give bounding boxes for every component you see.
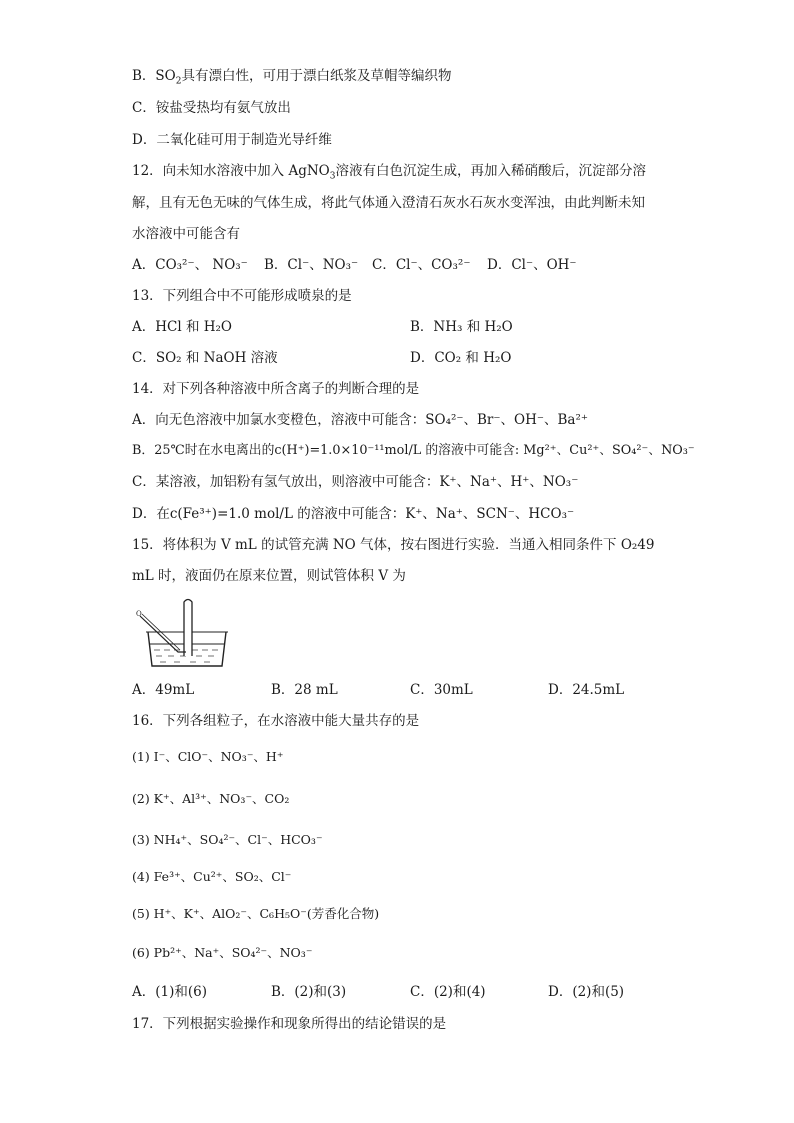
- q12-option-d: D．Cl⁻、OH⁻: [487, 257, 577, 273]
- q15-option-c: C．30mL: [410, 682, 473, 698]
- q12-stem-line-2: 解，且有无色无味的气体生成，将此气体通入澄清石灰水石灰水变浑浊，由此判断未知: [132, 195, 645, 211]
- q12-option-c: C．Cl⁻、CO₃²⁻: [372, 257, 471, 273]
- q13-option-d: D．CO₂ 和 H₂O: [410, 350, 512, 366]
- q16-option-b: B．(2)和(3): [271, 984, 347, 1000]
- test-tube-apparatus-figure: [134, 596, 230, 670]
- q15-stem-line-1: 15．将体积为 V mL 的试管充满 NO 气体，按右图进行实验．当通入相同条件下 O₂49: [132, 537, 655, 553]
- q14-option-a: A．向无色溶液中加氯水变橙色，溶液中可能含：SO₄²⁻、Br⁻、OH⁻、Ba²⁺: [132, 412, 588, 428]
- q13-option-a: A．HCl 和 H₂O: [132, 319, 233, 335]
- q16-group-3: (3) NH₄⁺、SO₄²⁻、Cl⁻、HCO₃⁻: [132, 832, 323, 847]
- q12-stem-line-1: 12．向未知水溶液中加入 AgNO$_3$溶液有白色沉淀生成，再加入稀硝酸后，沉淀部分溶: [132, 163, 646, 182]
- q16-stem: 16．下列各组粒子，在水溶液中能大量共存的是: [132, 713, 420, 729]
- q13-option-c: C．SO₂ 和 NaOH 溶液: [132, 350, 278, 366]
- q15-stem-line-2: mL 时，液面仍在原来位置，则试管体积 V 为: [132, 568, 406, 584]
- q14-option-c: C．某溶液，加铝粉有氢气放出，则溶液中可能含：K⁺、Na⁺、H⁺、NO₃⁻: [132, 474, 579, 490]
- q16-option-d: D．(2)和(5): [548, 984, 625, 1000]
- q16-group-4: (4) Fe³⁺、Cu²⁺、SO₂、Cl⁻: [132, 869, 292, 884]
- q11-option-b: B．$SO_2$具有漂白性，可用于漂白纸浆及草帽等编织物: [132, 68, 452, 87]
- q12-option-b: B．Cl⁻、NO₃⁻: [264, 257, 359, 273]
- q14-option-d: D．在c(Fe³⁺)=1.0 mol/L 的溶液中可能含：K⁺、Na⁺、SCN⁻、HCO₃⁻: [132, 506, 575, 522]
- q14-stem: 14．对下列各种溶液中所含离子的判断合理的是: [132, 381, 420, 397]
- svg-text:O: O: [136, 610, 142, 618]
- q16-option-a: A．(1)和(6): [132, 984, 207, 1000]
- q13-option-b: B．NH₃ 和 H₂O: [410, 319, 513, 335]
- q13-stem: 13．下列组合中不可能形成喷泉的是: [132, 288, 352, 304]
- q16-group-6: (6) Pb²⁺、Na⁺、SO₄²⁻、NO₃⁻: [132, 945, 313, 960]
- q14-option-b: B．25℃时在水电离出的c(H⁺)=1.0×10⁻¹¹mol/L 的溶液中可能含: Mg²⁺、Cu²⁺、SO₄²⁻、NO₃⁻: [132, 443, 695, 458]
- q16-group-5: (5) H⁺、K⁺、AlO₂⁻、C₆H₅O⁻(芳香化合物): [132, 906, 380, 921]
- q16-group-2: (2) K⁺、Al³⁺、NO₃⁻、CO₂: [132, 791, 290, 806]
- q12-option-a: A．CO₃²⁻、 NO₃⁻: [132, 257, 248, 273]
- q17-stem: 17．下列根据实验操作和现象所得出的结论错误的是: [132, 1016, 447, 1032]
- q11-option-d: D．二氧化硅可用于制造光导纤维: [132, 132, 332, 148]
- q15-option-a: A．49mL: [132, 682, 195, 698]
- q16-option-c: C．(2)和(4): [410, 984, 486, 1000]
- q15-option-b: B．28 mL: [271, 682, 338, 698]
- q15-option-d: D．24.5mL: [548, 682, 625, 698]
- q12-stem-line-3: 水溶液中可能含有: [132, 226, 240, 242]
- q16-group-1: (1) I⁻、ClO⁻、NO₃⁻、H⁺: [132, 749, 284, 764]
- q11-option-c: C．铵盐受热均有氨气放出: [132, 100, 291, 116]
